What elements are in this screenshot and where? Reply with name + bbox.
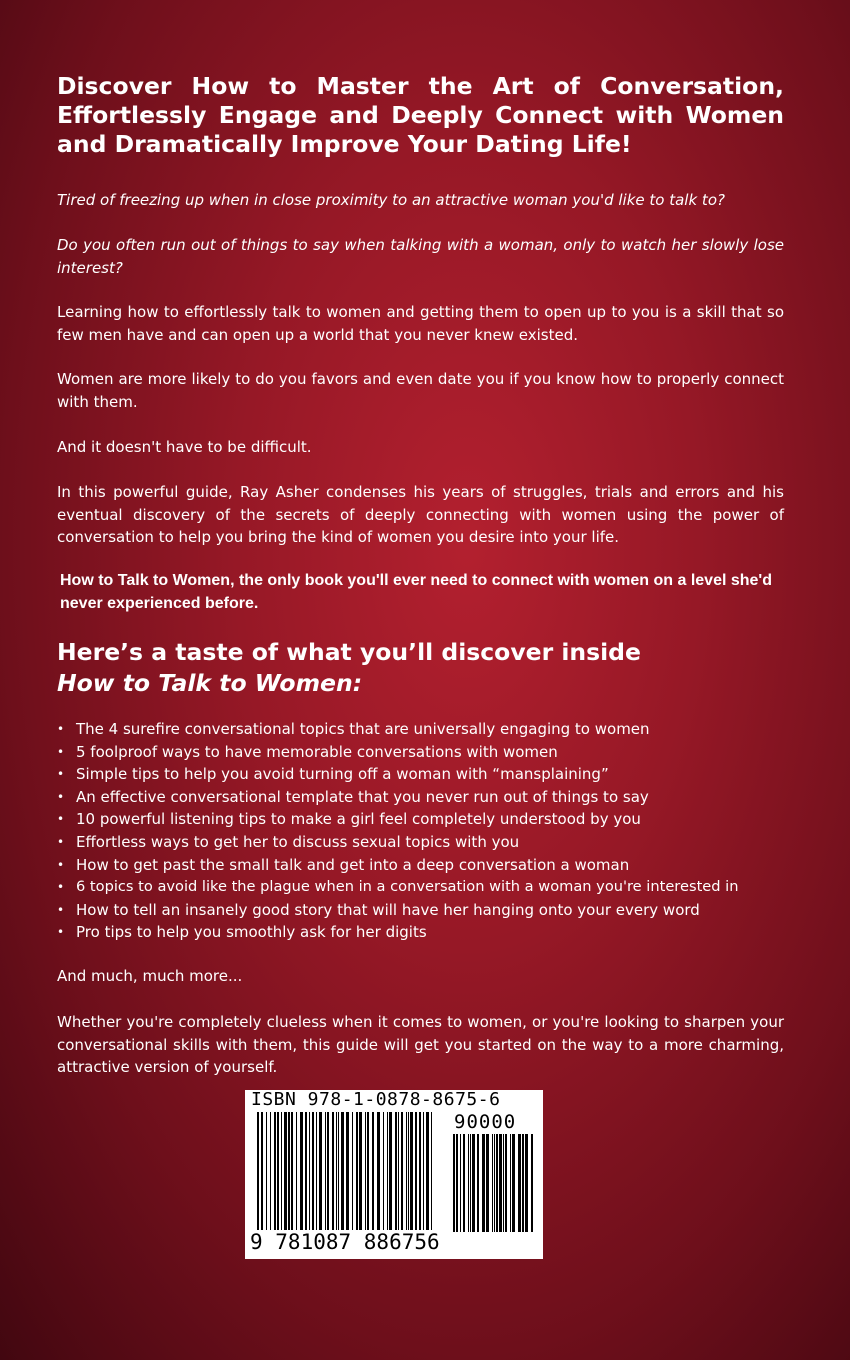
barcode-bar — [472, 1134, 475, 1232]
barcode-bar — [383, 1112, 384, 1230]
closing-paragraph: Whether you're completely clueless when it comes to women, or you're looking to sharpen your conversational skills with them, this guide will get you started on the way to a more charming, attractive version of yourself. — [57, 1013, 784, 1076]
barcode-bar — [305, 1112, 307, 1230]
list-item-text: 6 topics to avoid like the plague when in a conversation with a woman you're interested in — [76, 878, 739, 896]
list-item — [57, 741, 797, 764]
barcode-bar — [277, 1112, 279, 1230]
barcode-bar — [336, 1112, 337, 1230]
list-item-text: Simple tips to help you avoid turning off a woman with “mansplaining” — [76, 765, 609, 784]
barcode-bar — [486, 1134, 489, 1232]
book-pitch: How to Talk to Women, the only book you'll ever need to connect with women on a level she'd never experienced before. — [60, 572, 772, 612]
ean-number: 9 781087 886756 — [250, 1230, 440, 1254]
benefit-list — [57, 718, 797, 944]
barcode-bar — [419, 1112, 421, 1230]
barcode-bar — [356, 1112, 358, 1230]
barcode-bar — [460, 1134, 461, 1232]
taste-book-title: How to Talk to Women: — [57, 669, 363, 697]
barcode-bar — [492, 1134, 493, 1232]
bullet-icon: • — [57, 812, 65, 827]
barcode-bar — [503, 1134, 504, 1232]
barcode-bar — [406, 1112, 407, 1230]
barcode-bar — [288, 1112, 290, 1230]
barcode-bar — [423, 1112, 424, 1230]
list-item — [57, 921, 797, 944]
barcode-bar — [300, 1112, 303, 1230]
barcode-bar — [274, 1112, 276, 1230]
barcode-bar — [395, 1112, 397, 1230]
barcode-bar — [518, 1134, 521, 1232]
price-code: 90000 — [454, 1111, 517, 1133]
list-item — [57, 899, 797, 922]
barcode-bar — [291, 1112, 293, 1230]
paragraph-guide: In this powerful guide, Ray Asher condenses his years of struggles, trials and errors and his eventual discovery of the secrets of deeply connecting with women using the power of conversation to help you bring the kind of women you desire into your life. — [57, 483, 784, 546]
barcode-bar — [309, 1112, 310, 1230]
list-item-text: How to tell an insanely good story that will have her hanging onto your every word — [76, 900, 700, 919]
list-item — [57, 786, 797, 809]
barcode-bar — [426, 1112, 429, 1230]
list-item-text: 5 foolproof ways to have memorable conversations with women — [76, 742, 558, 761]
barcode-bar — [266, 1112, 267, 1230]
barcode-bar — [365, 1112, 366, 1230]
barcode-bar — [346, 1112, 349, 1238]
headline: Discover How to Master the Art of Conversation, Effortlessly Engage and Deeply Connect with Women and Dramatically Improve Your Dating Life! — [57, 72, 784, 158]
list-item-text: Effortless ways to get her to discuss sexual topics with you — [76, 832, 520, 851]
barcode-bar — [512, 1134, 515, 1232]
barcode-bar — [453, 1134, 455, 1232]
barcode-bar — [505, 1134, 507, 1232]
barcode-bar — [477, 1134, 479, 1232]
barcode-bar — [398, 1112, 399, 1230]
bullet-icon: • — [57, 744, 65, 759]
barcode-bar — [377, 1112, 380, 1230]
list-item — [57, 808, 797, 831]
isbn-text: ISBN 978-1-0878-8675-6 — [251, 1089, 501, 1110]
taste-heading-text: Here’s a taste of what you’ll discover inside — [57, 638, 641, 666]
list-item — [57, 763, 797, 786]
bullet-icon: • — [57, 902, 65, 917]
bullet-icon: • — [57, 880, 65, 895]
barcode-bar — [431, 1112, 432, 1230]
barcode-bar — [387, 1112, 388, 1230]
bullet-icon: • — [57, 925, 65, 940]
barcode-bar — [499, 1134, 502, 1232]
barcode-bar — [341, 1112, 344, 1230]
description-content — [57, 72, 784, 1076]
barcode-bar — [257, 1112, 259, 1238]
barcode-bar — [401, 1112, 403, 1230]
barcode-bar — [319, 1112, 322, 1230]
barcode-bar — [496, 1134, 498, 1232]
barcode-bar — [410, 1112, 413, 1230]
list-item — [57, 854, 797, 877]
barcode-bar — [327, 1112, 329, 1230]
barcode-bar — [408, 1112, 409, 1230]
taste-heading — [57, 637, 641, 699]
isbn-barcode — [245, 1090, 543, 1259]
barcode-bar — [352, 1112, 353, 1230]
barcode-bar — [389, 1112, 392, 1230]
bullet-icon: • — [57, 789, 65, 804]
barcode-bar — [338, 1112, 339, 1230]
barcode-bar — [494, 1134, 495, 1232]
list-item — [57, 876, 797, 899]
list-item — [57, 718, 797, 741]
barcode-bar — [415, 1112, 417, 1230]
barcode-bar — [325, 1112, 326, 1230]
question-2: Do you often run out of things to say when talking with a woman, only to watch her slowly lose interest? — [57, 236, 784, 277]
list-item-text: The 4 surefire conversational topics that are universally engaging to women — [76, 720, 650, 738]
barcode-bar — [510, 1134, 511, 1232]
list-item-text: How to get past the small talk and get into a deep conversation a woman — [76, 855, 630, 874]
barcode-bar — [531, 1134, 533, 1232]
barcode-bar — [281, 1112, 282, 1230]
barcode-bar — [312, 1112, 314, 1230]
bullet-icon: • — [57, 722, 65, 736]
barcode-bar — [296, 1112, 297, 1230]
list-item — [57, 831, 797, 854]
and-much-more: And much, much more... — [57, 967, 243, 985]
question-1: Tired of freezing up when in close proximity to an attractive woman you'd like to talk to? — [57, 191, 725, 209]
paragraph-skill: Learning how to effortlessly talk to women and getting them to open up to you is a skill that so few men have and can open up a world that you never knew existed. — [57, 303, 784, 344]
barcode-bar — [468, 1134, 469, 1232]
list-item-text: Pro tips to help you smoothly ask for her digits — [76, 923, 427, 942]
barcode-bar — [482, 1134, 485, 1232]
bullet-icon: • — [57, 857, 65, 872]
barcode-bar — [359, 1112, 362, 1230]
barcode-bar — [332, 1112, 334, 1230]
bullet-icon: • — [57, 767, 65, 782]
barcode-bar — [284, 1112, 287, 1230]
barcode-bar — [270, 1112, 271, 1230]
barcode-bar — [456, 1134, 458, 1232]
paragraph-favors: Women are more likely to do you favors and even date you if you know how to properly connect with them. — [57, 370, 784, 411]
barcode-bar — [372, 1112, 374, 1230]
list-item-text: 10 powerful listening tips to make a girl feel completely understood by you — [76, 810, 641, 829]
list-item-text: An effective conversational template that you never run out of things to say — [76, 787, 649, 806]
barcode-bar — [261, 1112, 263, 1238]
barcode-bar — [316, 1112, 317, 1230]
barcode-bar — [525, 1134, 528, 1232]
paragraph-not-difficult: And it doesn't have to be difficult. — [57, 438, 312, 456]
barcode-bar — [367, 1112, 369, 1230]
barcode-bar — [470, 1134, 471, 1232]
barcode-bar — [522, 1134, 524, 1232]
barcode-bar — [463, 1134, 465, 1232]
bullet-icon: • — [57, 834, 65, 849]
